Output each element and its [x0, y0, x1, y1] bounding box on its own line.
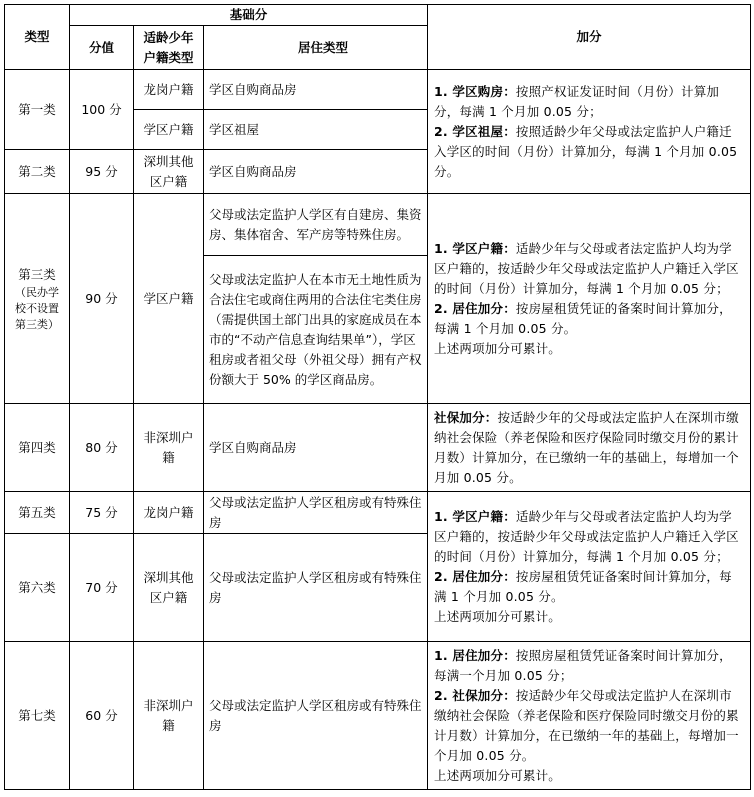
table-row [5, 642, 751, 790]
score-cell: 60 分 [70, 642, 134, 790]
header-hukou: 适龄少年户籍类型 [134, 26, 204, 70]
table-row [5, 194, 751, 256]
bonus-cell-5 [428, 492, 751, 642]
score-cell: 90 分 [70, 194, 134, 404]
category-cell: 第五类 [5, 492, 70, 534]
hukou-cell: 学区户籍 [134, 110, 204, 150]
table-row [5, 492, 751, 534]
category-cell: 第七类 [5, 642, 70, 790]
bonus-title: 1. 学区户籍： [434, 508, 516, 524]
bonus-text: 适龄少年与父母或者法定监护人均为学区户籍的，按适龄少年父母或法定监护人户籍迁入学区的时间（月份）计算加分，每满 1 个月加 0.05 分； [434, 508, 739, 564]
hukou-cell: 龙岗户籍 [134, 70, 204, 110]
table-row [5, 404, 751, 492]
residence-cell: 父母或法定监护人学区租房或有特殊住房 [204, 534, 428, 642]
table-row [5, 70, 751, 110]
header-bonus: 加分 [428, 5, 751, 70]
category-cell: 第二类 [5, 150, 70, 194]
admission-score-table [4, 4, 751, 790]
category-cell: 第四类 [5, 404, 70, 492]
bonus-note: 上述两项加分可累计。 [434, 767, 562, 783]
bonus-title: 2. 居住加分： [434, 568, 516, 584]
score-cell: 70 分 [70, 534, 134, 642]
bonus-title: 1. 居住加分： [434, 647, 516, 663]
bonus-text: 按照房屋租赁凭证备案时间计算加分，每满一个月加 0.05 分； [434, 647, 732, 683]
category-note: （民办学校不设置第三类） [15, 285, 59, 331]
score-cell: 80 分 [70, 404, 134, 492]
header-score: 分值 [70, 26, 134, 70]
category-cell: 第六类 [5, 534, 70, 642]
bonus-title: 2. 社保加分： [434, 687, 516, 703]
bonus-title: 2. 居住加分： [434, 300, 516, 316]
residence-cell: 父母或法定监护人学区有自建房、集资房、集体宿舍、军产房等特殊住房。 [204, 194, 428, 256]
category-cell [5, 194, 70, 404]
bonus-text: 适龄少年与父母或者法定监护人均为学区户籍的，按适龄少年父母或法定监护人户籍迁入学区的时间（月份）计算加分，每满 1 个月加 0.05 分； [434, 240, 739, 296]
bonus-title: 2. 学区祖屋： [434, 123, 516, 139]
bonus-text: 按房屋租赁凭证的备案时间计算加分，每满 1 个月加 0.05 分。 [434, 300, 732, 336]
category-cell: 第一类 [5, 70, 70, 150]
residence-cell: 学区自购商品房 [204, 70, 428, 110]
bonus-text: 按房屋租赁凭证备案时间计算加分，每满 1 个月加 0.05 分。 [434, 568, 732, 604]
hukou-cell: 非深圳户籍 [134, 404, 204, 492]
residence-cell: 父母或法定监护人在本市无土地性质为合法住宅或商住两用的合法住宅类住房（需提供国土部门出具的家庭成员在本市的“不动产信息查询结果单”），学区租房或者祖父母（外祖父母）拥有产权份额大于 50% 的学区商品房。 [204, 256, 428, 404]
residence-cell: 父母或法定监护人学区租房或有特殊住房 [204, 492, 428, 534]
bonus-cell-3 [428, 194, 751, 404]
score-cell: 100 分 [70, 70, 134, 150]
bonus-note: 上述两项加分可累计。 [434, 608, 562, 624]
hukou-cell: 学区户籍 [134, 194, 204, 404]
header-residence: 居住类型 [204, 26, 428, 70]
bonus-text: 按照适龄少年父母或法定监护人户籍迁入学区的时间（月份）计算加分，每满 1 个月加 0.05 分。 [434, 123, 738, 179]
score-cell: 95 分 [70, 150, 134, 194]
bonus-text: 按照产权证发证时间（月份）计算加分，每满 1 个月加 0.05 分； [434, 83, 720, 119]
bonus-cell-7 [428, 642, 751, 790]
score-cell: 75 分 [70, 492, 134, 534]
bonus-cell-1 [428, 70, 751, 194]
residence-cell: 学区自购商品房 [204, 150, 428, 194]
bonus-text: 按适龄少年父母或法定监护人在深圳市缴纳社会保险（养老保险和医疗保险同时缴交月份的累计月数）计算加分，在已缴纳一年的基础上，每增加一个月加 0.05 分。 [434, 687, 739, 763]
bonus-title: 社保加分： [434, 409, 498, 425]
residence-cell: 学区祖屋 [204, 110, 428, 150]
residence-cell: 父母或法定监护人学区租房或有特殊住房 [204, 642, 428, 790]
category-label: 第三类 [18, 266, 56, 282]
hukou-cell: 深圳其他区户籍 [134, 150, 204, 194]
residence-cell: 学区自购商品房 [204, 404, 428, 492]
hukou-cell: 深圳其他区户籍 [134, 534, 204, 642]
hukou-cell: 非深圳户籍 [134, 642, 204, 790]
bonus-text: 按适龄少年的父母或法定监护人在深圳市缴纳社会保险（养老保险和医疗保险同时缴交月份的累计月数）计算加分，在已缴纳一年的基础上，每增加一个月加 0.05 分。 [434, 409, 739, 485]
bonus-title: 1. 学区购房： [434, 83, 516, 99]
header-type: 类型 [5, 5, 70, 70]
header-base-score: 基础分 [70, 5, 428, 26]
hukou-cell: 龙岗户籍 [134, 492, 204, 534]
bonus-title: 1. 学区户籍： [434, 240, 516, 256]
bonus-note: 上述两项加分可累计。 [434, 340, 562, 356]
bonus-cell-4 [428, 404, 751, 492]
